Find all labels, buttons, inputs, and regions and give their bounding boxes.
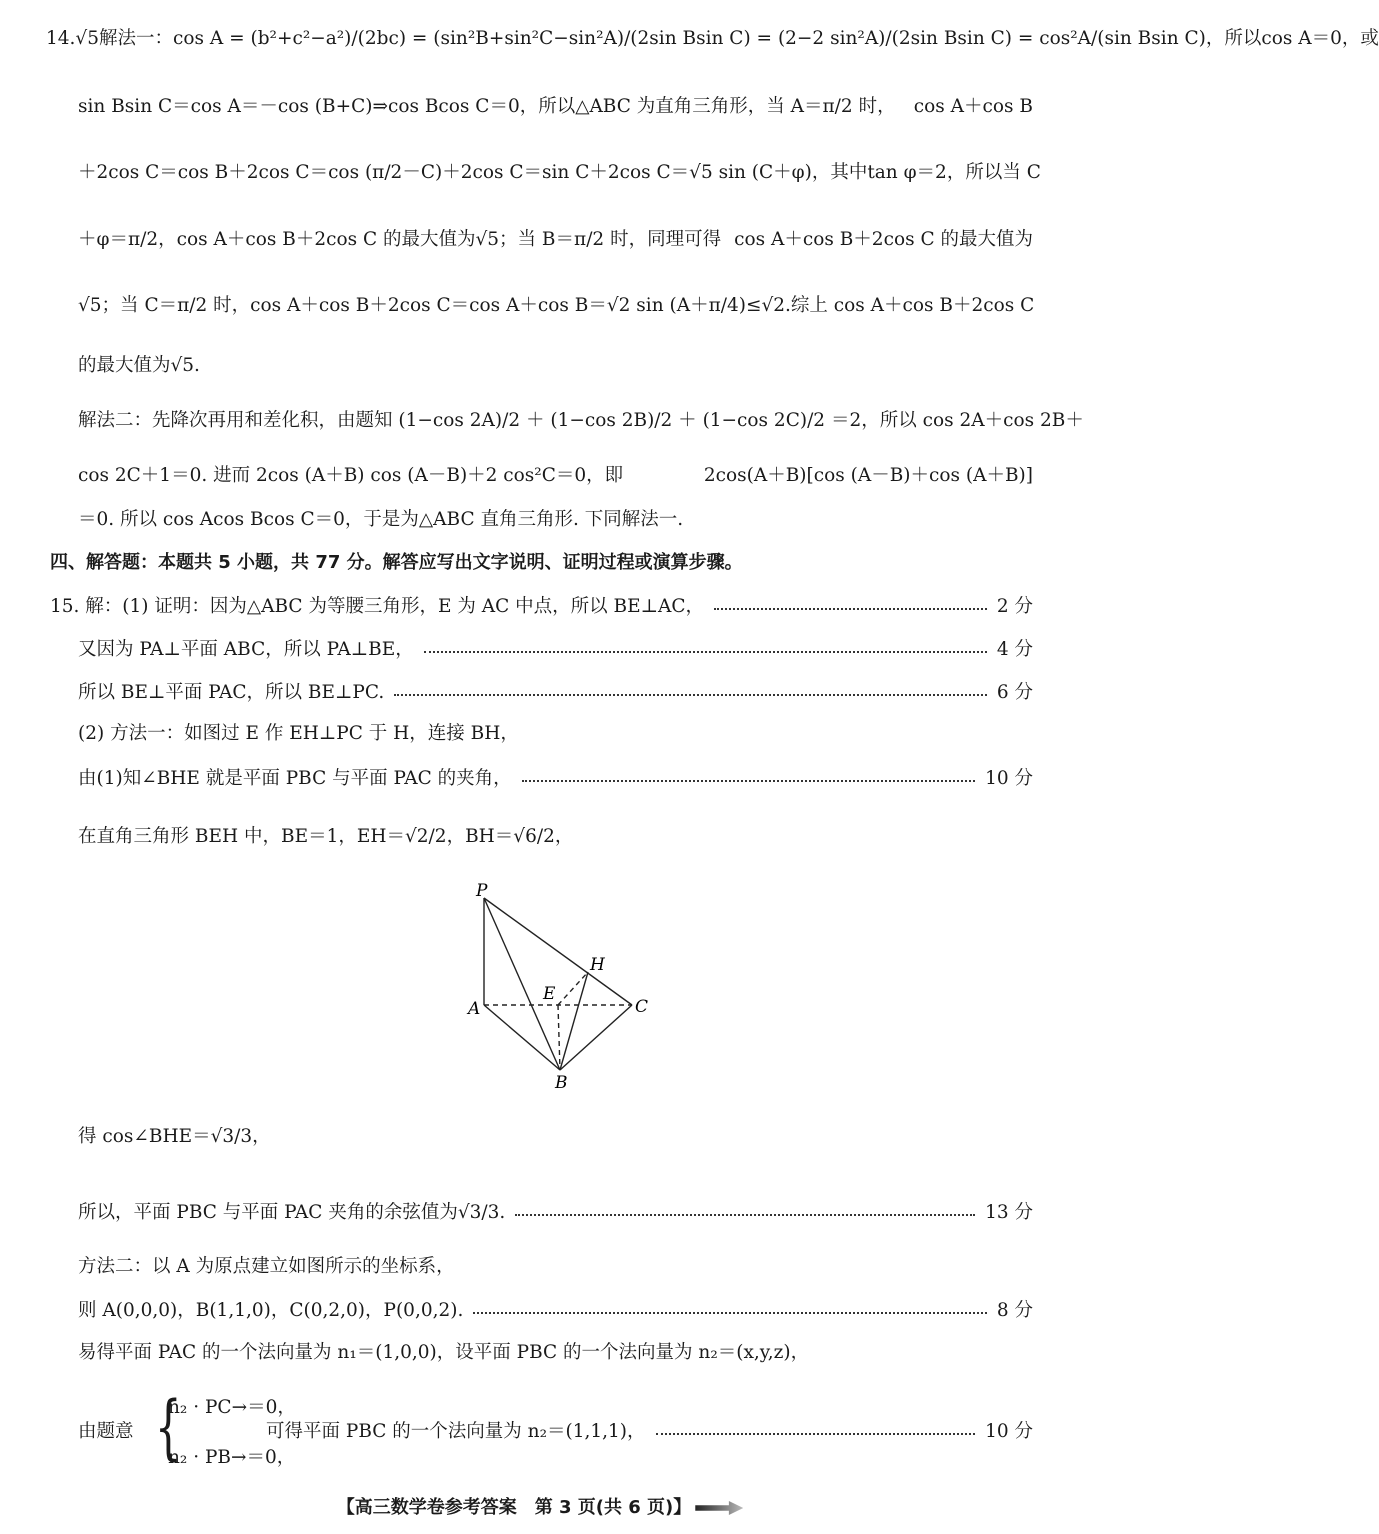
edge-PC — [484, 898, 632, 1005]
equation-1: n₂ · PC→＝0， — [168, 1397, 296, 1418]
equation-2: n₂ · PB→＝0， — [168, 1447, 296, 1468]
q15-line-4: (2) 方法一：如图过 E 作 EH⊥PC 于 H，连接 BH， — [78, 723, 519, 744]
label-E: E — [543, 984, 556, 1004]
q15-line-8: 所以，平面 PBC 与平面 PAC 夹角的余弦值为√3/3. 13 分 — [78, 1198, 1033, 1224]
q15-line-2: 又因为 PA⊥平面 ABC，所以 PA⊥BE， 4 分 — [78, 635, 1033, 661]
q14-line-3: ＋2cos C＝cos B＋2cos C＝cos (π/2－C)＋2cos C＝sin C＋2cos C＝√5 sin (C＋φ)，其中 tan φ＝2，所以当 C — [78, 162, 1041, 183]
q14-line-9: ＝0. 所以 cos Acos Bcos C＝0，于是为△ABC 直角三角形. 下同解法一. — [78, 509, 684, 530]
q15-line-5: 由(1)知∠BHE 就是平面 PBC 与平面 PAC 的夹角， 10 分 — [78, 764, 1033, 790]
q15-line-7: 得 cos∠BHE＝√3/3， — [78, 1126, 271, 1147]
q14-line-8: cos 2C＋1＝0. 进而 2cos (A＋B) cos (A－B)＋2 cos²C＝0，即 2cos(A＋B)[cos (A－B)＋cos (A＋B)] — [78, 465, 1033, 486]
page-footer — [0, 1493, 1080, 1519]
score-label: 2 分 — [996, 596, 1033, 617]
label-A: A — [468, 999, 481, 1019]
score-label: 4 分 — [996, 639, 1033, 660]
equation-system — [78, 1385, 1033, 1475]
q15-line-3: 所以 BE⊥平面 PAC，所以 BE⊥PC. 6 分 — [78, 678, 1033, 704]
system-result: 可得平面 PBC 的一个法向量为 n₂＝(1,1,1)， — [266, 1421, 646, 1442]
label-B: B — [555, 1073, 568, 1093]
q15-line-6: 在直角三角形 BEH 中，BE＝1，EH＝√2/2，BH＝√6/2， — [78, 826, 574, 847]
edge-AB — [484, 1005, 560, 1070]
q14-line-2: sin Bsin C＝cos A＝－cos (B+C)⇒cos Bcos C＝0，所以△ABC 为直角三角形，当 A＝π/2 时， cos A＋cos B — [78, 96, 1033, 117]
edge-BH — [560, 972, 588, 1070]
system-result-row — [266, 1417, 1033, 1443]
q14-line-5: √5；当 C＝π/2 时，cos A＋cos B＋2cos C＝cos A＋cos B＝√2 sin (A＋π/4)≤√2. 综上 cos A＋cos B＋2cos C — [78, 295, 1035, 316]
left-brace: { — [154, 1386, 182, 1468]
q14-line-7: 解法二：先降次再用和差化积，由题知 (1−cos 2A)/2 ＋ (1−cos 2B)/2 ＋ (1−cos 2C)/2 ＝2， 所以 cos 2A＋cos 2B＋ — [78, 410, 1084, 431]
edge-BC — [560, 1005, 632, 1070]
q15-line-10: 则 A(0,0,0)，B(1,1,0)，C(0,2,0)，P(0,0,2). 8 分 — [78, 1296, 1033, 1322]
tetrahedron-figure — [460, 880, 660, 1095]
score-label: 6 分 — [996, 682, 1033, 703]
score-label: 8 分 — [996, 1300, 1033, 1321]
score-label: 10 分 — [985, 768, 1033, 789]
label-C: C — [635, 997, 649, 1017]
footer-text: 【高三数学卷参考答案 第 3 页(共 6 页)】 — [336, 1497, 692, 1518]
q15-line-1: 15. 解：(1) 证明：因为△ABC 为等腰三角形，E 为 AC 中点，所以 BE⊥AC， 2 分 — [50, 592, 1033, 618]
q14-line-6: 的最大值为√5. — [78, 355, 200, 376]
arrow-icon — [695, 1501, 743, 1515]
q15-line-11: 易得平面 PAC 的一个法向量为 n₁＝(1,0,0)，设平面 PBC 的一个法向量为 n₂＝(x,y,z)， — [78, 1342, 810, 1363]
system-label: 由题意 — [78, 1421, 134, 1442]
label-H: H — [590, 955, 605, 975]
edge-EB — [558, 1005, 560, 1070]
label-P: P — [476, 881, 488, 901]
q15-line-9: 方法二：以 A 为原点建立如图所示的坐标系， — [78, 1256, 455, 1277]
score-label: 10 分 — [985, 1421, 1033, 1442]
q14-line-4: ＋φ＝π/2，cos A＋cos B＋2cos C 的最大值为√5；当 B＝π/2 时，同理可得 cos A＋cos B＋2cos C 的最大值为 — [78, 229, 1033, 250]
section-heading: 四、解答题：本题共 5 小题，共 77 分。解答应写出文字说明、证明过程或演算步骤。 — [50, 552, 743, 573]
q14-line-1: 14.√5 解法一：cos A = (b²+c²−a²)/(2bc) = (sin²B+sin²C−sin²A)/(2sin Bsin C) = (2−2 sin²A)/(2sin Bsin C) = cos²A/(sin Bsin C)，所以 cos A＝0，或 — [46, 28, 1379, 49]
score-label: 13 分 — [985, 1202, 1033, 1223]
